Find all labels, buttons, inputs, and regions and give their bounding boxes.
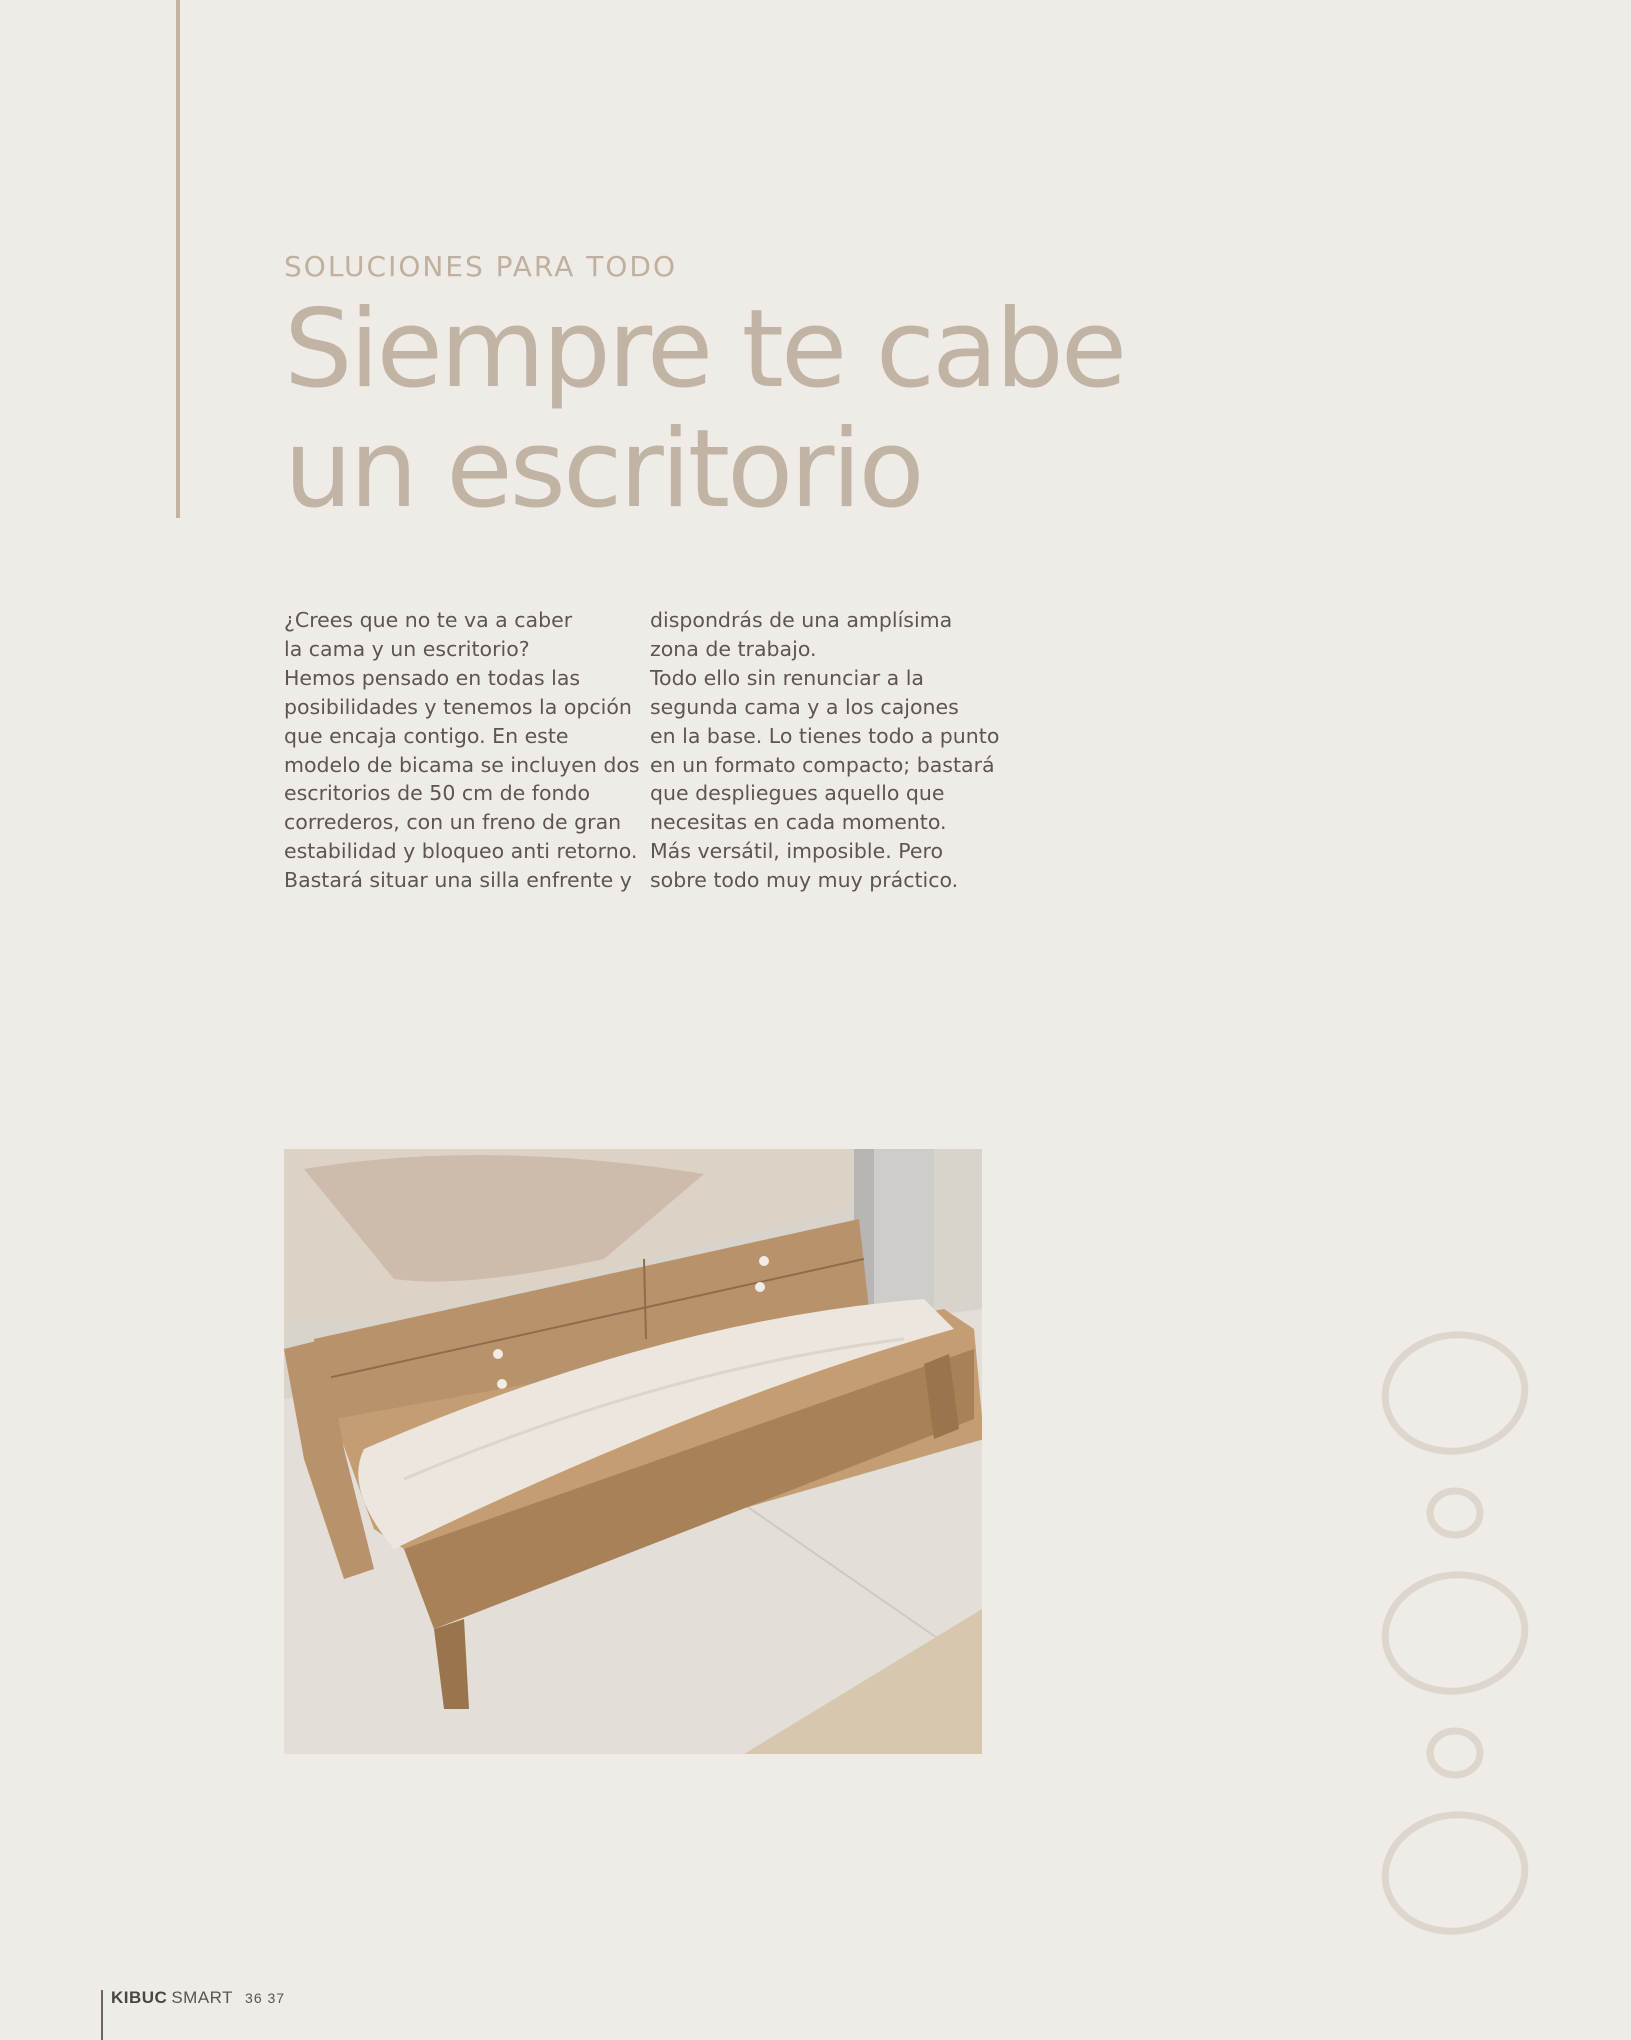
body-line: que despliegues aquello que <box>650 781 945 806</box>
body-line: Hemos pensado en todas las <box>284 665 581 690</box>
body-line: segunda cama y a los cajones <box>650 694 959 719</box>
page-headline <box>284 287 1125 532</box>
body-line: correderos, con un freno de gran <box>284 810 622 835</box>
body-line: dispondrás de una amplísima <box>650 608 953 632</box>
body-line: la cama y un escritorio? <box>284 636 530 661</box>
body-line: modelo de bicama se incluyen dos <box>284 752 640 777</box>
body-line: escritorios de 50 cm de fondo <box>284 781 591 806</box>
body-column-2 <box>650 606 1000 895</box>
body-line: Bastará situar una silla enfrente y <box>284 868 632 893</box>
body-line: Más versátil, imposible. Pero <box>650 839 944 864</box>
footer-rule <box>101 1990 103 2040</box>
body-line: sobre todo muy muy práctico. <box>650 868 959 893</box>
body-column-1 <box>284 606 640 895</box>
body-line: ¿Crees que no te va a caber <box>284 608 573 632</box>
body-line: posibilidades y tenemos la opción <box>284 694 632 719</box>
accent-vertical-rule <box>176 0 180 518</box>
footer-brand-sub: SMART <box>171 1988 234 2007</box>
body-line: Todo ello sin renunciar a la <box>650 665 924 690</box>
body-line: en la base. Lo tienes todo a punto <box>650 723 1000 748</box>
page-numbers: 36 37 <box>245 1990 286 2006</box>
decorative-circles <box>1370 1320 1550 1950</box>
headline-line-1: Siempre te cabe <box>284 287 1125 412</box>
section-eyebrow: SOLUCIONES PARA TODO <box>284 250 678 283</box>
body-line: necesitas en cada momento. <box>650 810 947 835</box>
body-line: zona de trabajo. <box>650 636 817 661</box>
page-footer <box>111 1988 285 2008</box>
headline-line-2: un escritorio <box>284 407 922 532</box>
body-line: estabilidad y bloqueo anti retorno. <box>284 839 638 864</box>
trundle-bed-photo <box>284 1149 982 1754</box>
footer-brand: KIBUC <box>111 1988 168 2007</box>
body-line: en un formato compacto; bastará <box>650 752 995 777</box>
body-line: que encaja contigo. En este <box>284 723 569 748</box>
